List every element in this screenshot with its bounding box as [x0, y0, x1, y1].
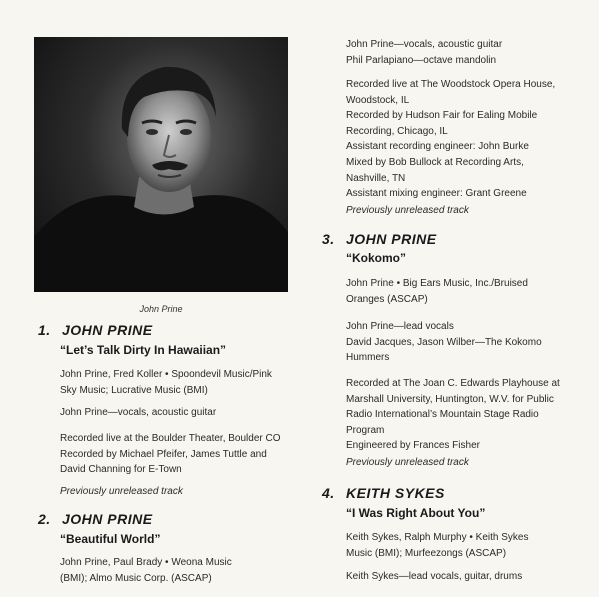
- track-1-heading: [38, 322, 153, 338]
- track-4-artist: KEITH SYKES: [346, 485, 445, 501]
- recording-line: Woodstock, IL: [346, 94, 410, 106]
- track-1-number: 1.: [38, 322, 51, 338]
- track-1-performers: [60, 405, 216, 421]
- recording-line: Recorded live at the Boulder Theater, Boulder CO: [60, 433, 281, 444]
- credit-line: John Prine • Big Ears Music, Inc./Bruised: [346, 278, 528, 289]
- recording-line: Recorded live at The Woodstock Opera House,: [346, 79, 556, 90]
- performer-line: Keith Sykes—lead vocals, guitar, drums: [346, 571, 523, 582]
- credit-line: Sky Music; Lucrative Music (BMI): [60, 384, 208, 396]
- recording-line: Engineered by Frances Fisher: [346, 440, 480, 452]
- recording-line: Recorded by Hudson Fair for Ealing Mobile: [346, 110, 538, 122]
- performer-line: Hummers: [346, 352, 390, 364]
- track-2-number: 2.: [38, 511, 51, 527]
- credit-line: Music (BMI); Murfeezongs (ASCAP): [346, 547, 507, 559]
- track-1-note: Previously unreleased track: [60, 486, 183, 497]
- track-2-title: “Beautiful World”: [60, 532, 161, 546]
- performer-line: John Prine—vocals, acoustic guitar: [60, 407, 217, 418]
- recording-line: Radio International’s Mountain Stage Radio: [346, 409, 539, 421]
- credit-line: John Prine, Paul Brady • Weona Music: [60, 557, 232, 568]
- track-3-title: “Kokomo”: [346, 251, 406, 265]
- track-4-performers: [346, 569, 522, 585]
- track-2-credits: [60, 555, 232, 586]
- performer-line: John Prine—vocals, acoustic guitar: [346, 39, 503, 50]
- track-1-credits: [60, 367, 272, 398]
- recording-line: Recording, Chicago, IL: [346, 125, 448, 137]
- track-3-note: Previously unreleased track: [346, 457, 469, 468]
- track-2-heading: [38, 511, 153, 527]
- performer-line: Phil Parlapiano—octave mandolin: [346, 54, 497, 66]
- track-2-note: Previously unreleased track: [346, 205, 469, 216]
- track-3-number: 3.: [322, 231, 335, 247]
- recording-line: Mixed by Bob Bullock at Recording Arts,: [346, 156, 524, 168]
- credit-line: (BMI); Almo Music Corp. (ASCAP): [60, 572, 212, 584]
- track-1-artist: JOHN PRINE: [62, 322, 153, 338]
- recording-line: Program: [346, 424, 385, 436]
- performer-line: David Jacques, Jason Wilber—The Kokomo: [346, 336, 542, 348]
- portrait-illustration: [34, 37, 288, 292]
- track-4-title: “I Was Right About You”: [346, 506, 486, 520]
- track-3-artist: JOHN PRINE: [346, 231, 437, 247]
- recording-line: Nashville, TN: [346, 172, 406, 184]
- track-1-recording: [60, 431, 281, 478]
- performer-line: John Prine—lead vocals: [346, 321, 454, 332]
- track-3-credits: [346, 276, 528, 307]
- credit-line: Oranges (ASCAP): [346, 293, 428, 305]
- track-1-title: “Let’s Talk Dirty In Hawaiian”: [60, 343, 227, 357]
- recording-line: David Channing for E-Town: [60, 464, 182, 476]
- recording-line: Assistant mixing engineer: Grant Greene: [346, 188, 527, 200]
- track-3-recording: [346, 376, 560, 454]
- track-3-performers: [346, 319, 542, 366]
- recording-line: Recorded at The Joan C. Edwards Playhouse at: [346, 378, 560, 389]
- track-4-number: 4.: [322, 485, 335, 501]
- recording-line: Assistant recording engineer: John Burke: [346, 141, 529, 153]
- recording-line: Marshall University, Huntington, W.V. for Public: [346, 393, 554, 405]
- track-4-credits: [346, 530, 528, 561]
- track-2-artist: JOHN PRINE: [62, 511, 153, 527]
- track-3-heading: [322, 231, 437, 247]
- track-4-heading: [322, 485, 445, 501]
- track-2-performers: [346, 37, 502, 68]
- artist-photo: [34, 37, 288, 292]
- track-2-recording: [346, 77, 555, 202]
- photo-caption: John Prine: [139, 304, 183, 314]
- recording-line: Recorded by Michael Pfeifer, James Tuttle and: [60, 448, 267, 460]
- credit-line: John Prine, Fred Koller • Spoondevil Music/Pink: [60, 369, 272, 380]
- credit-line: Keith Sykes, Ralph Murphy • Keith Sykes: [346, 532, 529, 543]
